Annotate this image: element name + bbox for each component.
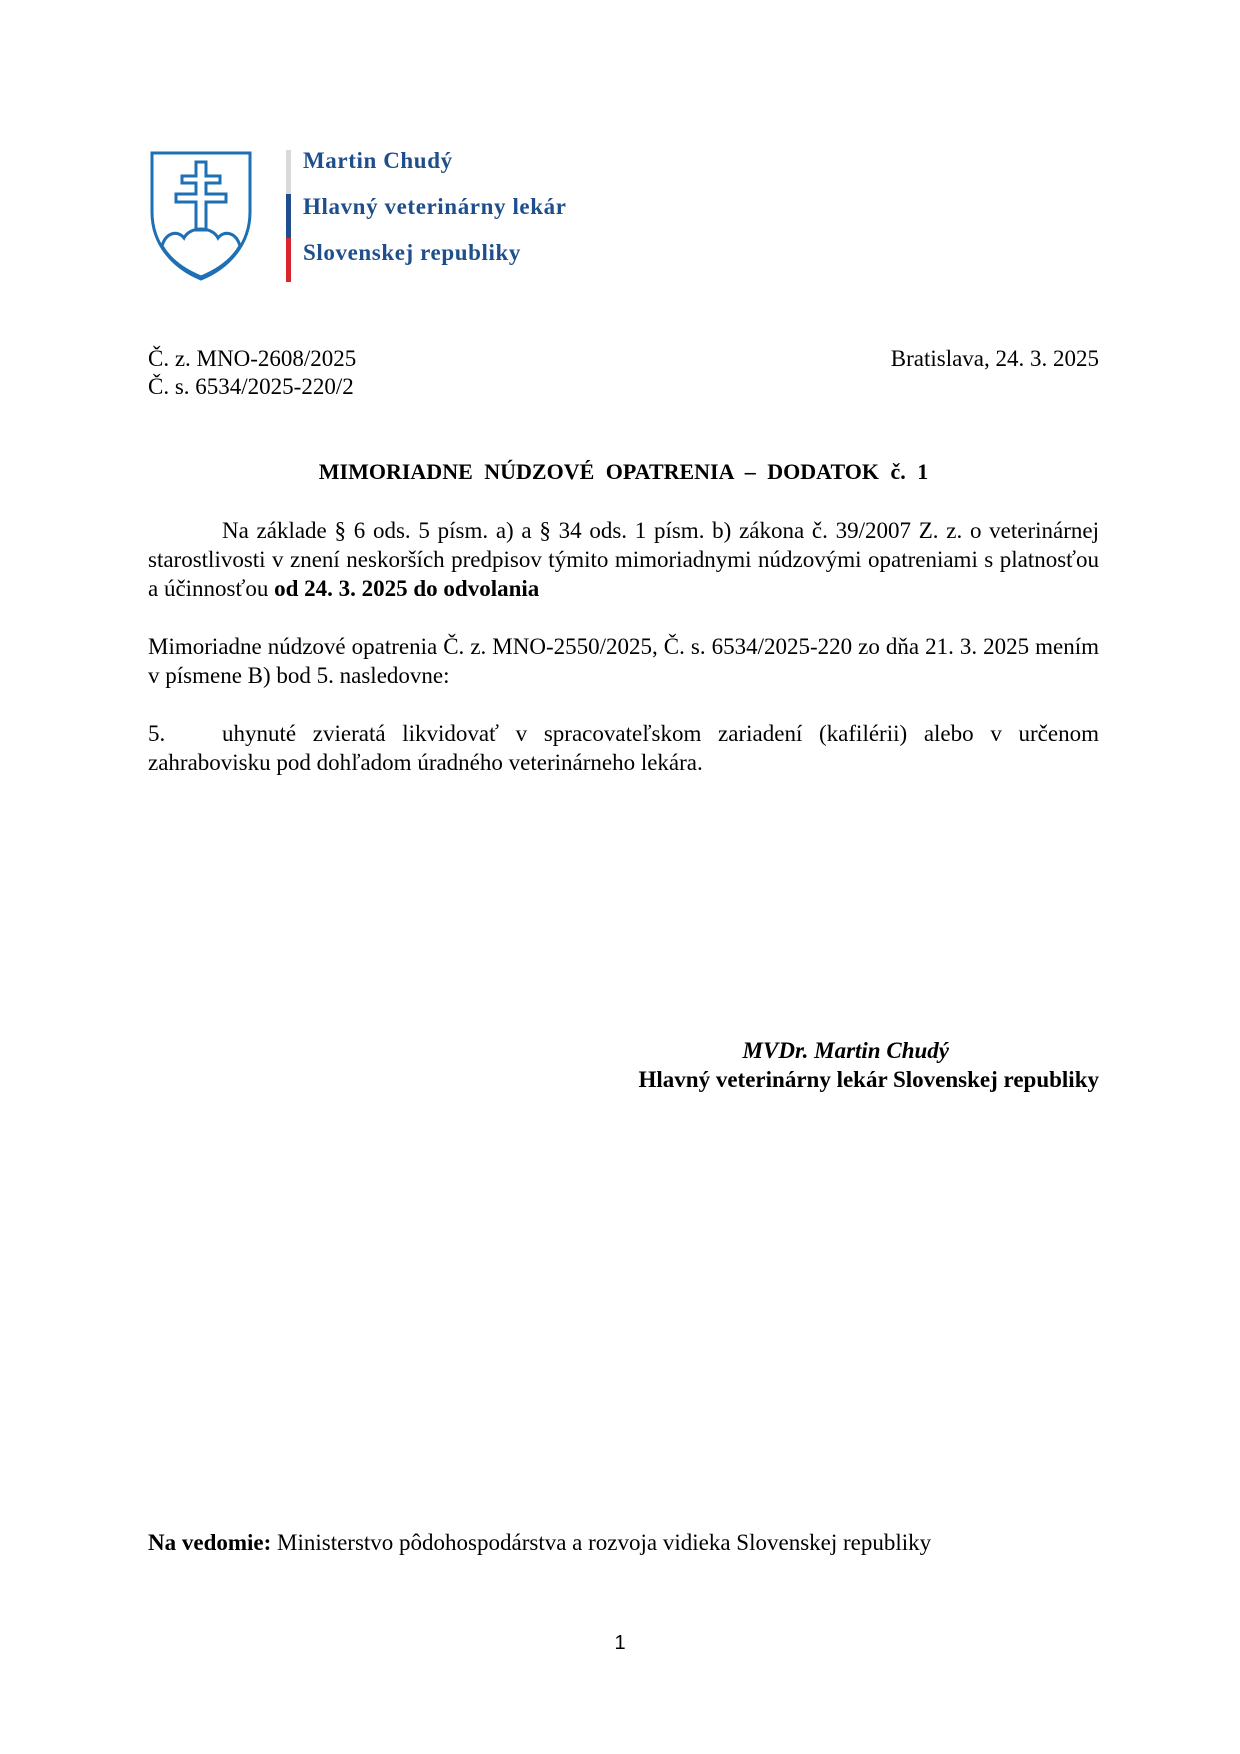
paragraph-legal-basis-validity: od 24. 3. 2025 do odvolania — [274, 576, 540, 601]
page-number: 1 — [614, 1632, 626, 1654]
header-bar-red — [286, 238, 291, 282]
header-color-bars — [286, 150, 291, 282]
letterhead-title-line1: Hlavný veterinárny lekár — [303, 194, 567, 219]
paragraph-point-5 — [148, 719, 1099, 777]
reference-line-2: Č. s. 6534/2025-220/2 — [148, 374, 354, 399]
document-date: Bratislava, 24. 3. 2025 — [890, 346, 1099, 371]
signature-block — [639, 1036, 1099, 1094]
paragraph-legal-basis-text: Na základe § 6 ods. 5 písm. a) a § 34 ods. 1 písm. b) zákona č. 39/2007 Z. z. o veterinárnej starostlivosti v znení neskorších predpisov týmito mimoriadnymi núdzovými opatreniami s platnosťou a účinnosťou — [148, 518, 1099, 601]
paragraph-amendment: Mimoriadne núdzové opatrenia Č. z. MNO-2550/2025, Č. s. 6534/2025-220 zo dňa 21. 3. 2025 mením v písmene B) bod 5. nasledovne: — [148, 634, 1099, 688]
letterhead-name: Martin Chudý — [303, 148, 453, 173]
document-title: MIMORIADNE NÚDZOVÉ OPATRENIA – DODATOK č. 1 — [318, 459, 929, 484]
point-number: 5. — [148, 721, 166, 746]
slovak-coat-of-arms-icon — [148, 150, 254, 282]
paragraph-legal-basis — [148, 516, 1099, 603]
cc-label: Na vedomie: — [148, 1530, 272, 1555]
cc-recipient: Ministerstvo pôdohospodárstva a rozvoja vidieka Slovenskej republiky — [271, 1530, 932, 1555]
reference-line-1: Č. z. MNO-2608/2025 — [148, 346, 357, 371]
signatory-role: Hlavný veterinárny lekár Slovenskej republiky — [638, 1067, 1099, 1092]
letterhead-title-line2: Slovenskej republiky — [303, 240, 521, 265]
point-text: uhynuté zvieratá likvidovať v spracovateľskom zariadení (kafilérii) alebo v určenom zahrabovisku pod dohľadom úradného veterinárneho lekára. — [148, 721, 1099, 775]
reference-numbers — [148, 345, 356, 401]
signatory-name: MVDr. Martin Chudý — [742, 1038, 949, 1063]
header-bar-blue — [286, 194, 291, 238]
letterhead — [303, 146, 567, 284]
header-bar-gray — [286, 150, 291, 194]
cc-line — [148, 1530, 931, 1556]
